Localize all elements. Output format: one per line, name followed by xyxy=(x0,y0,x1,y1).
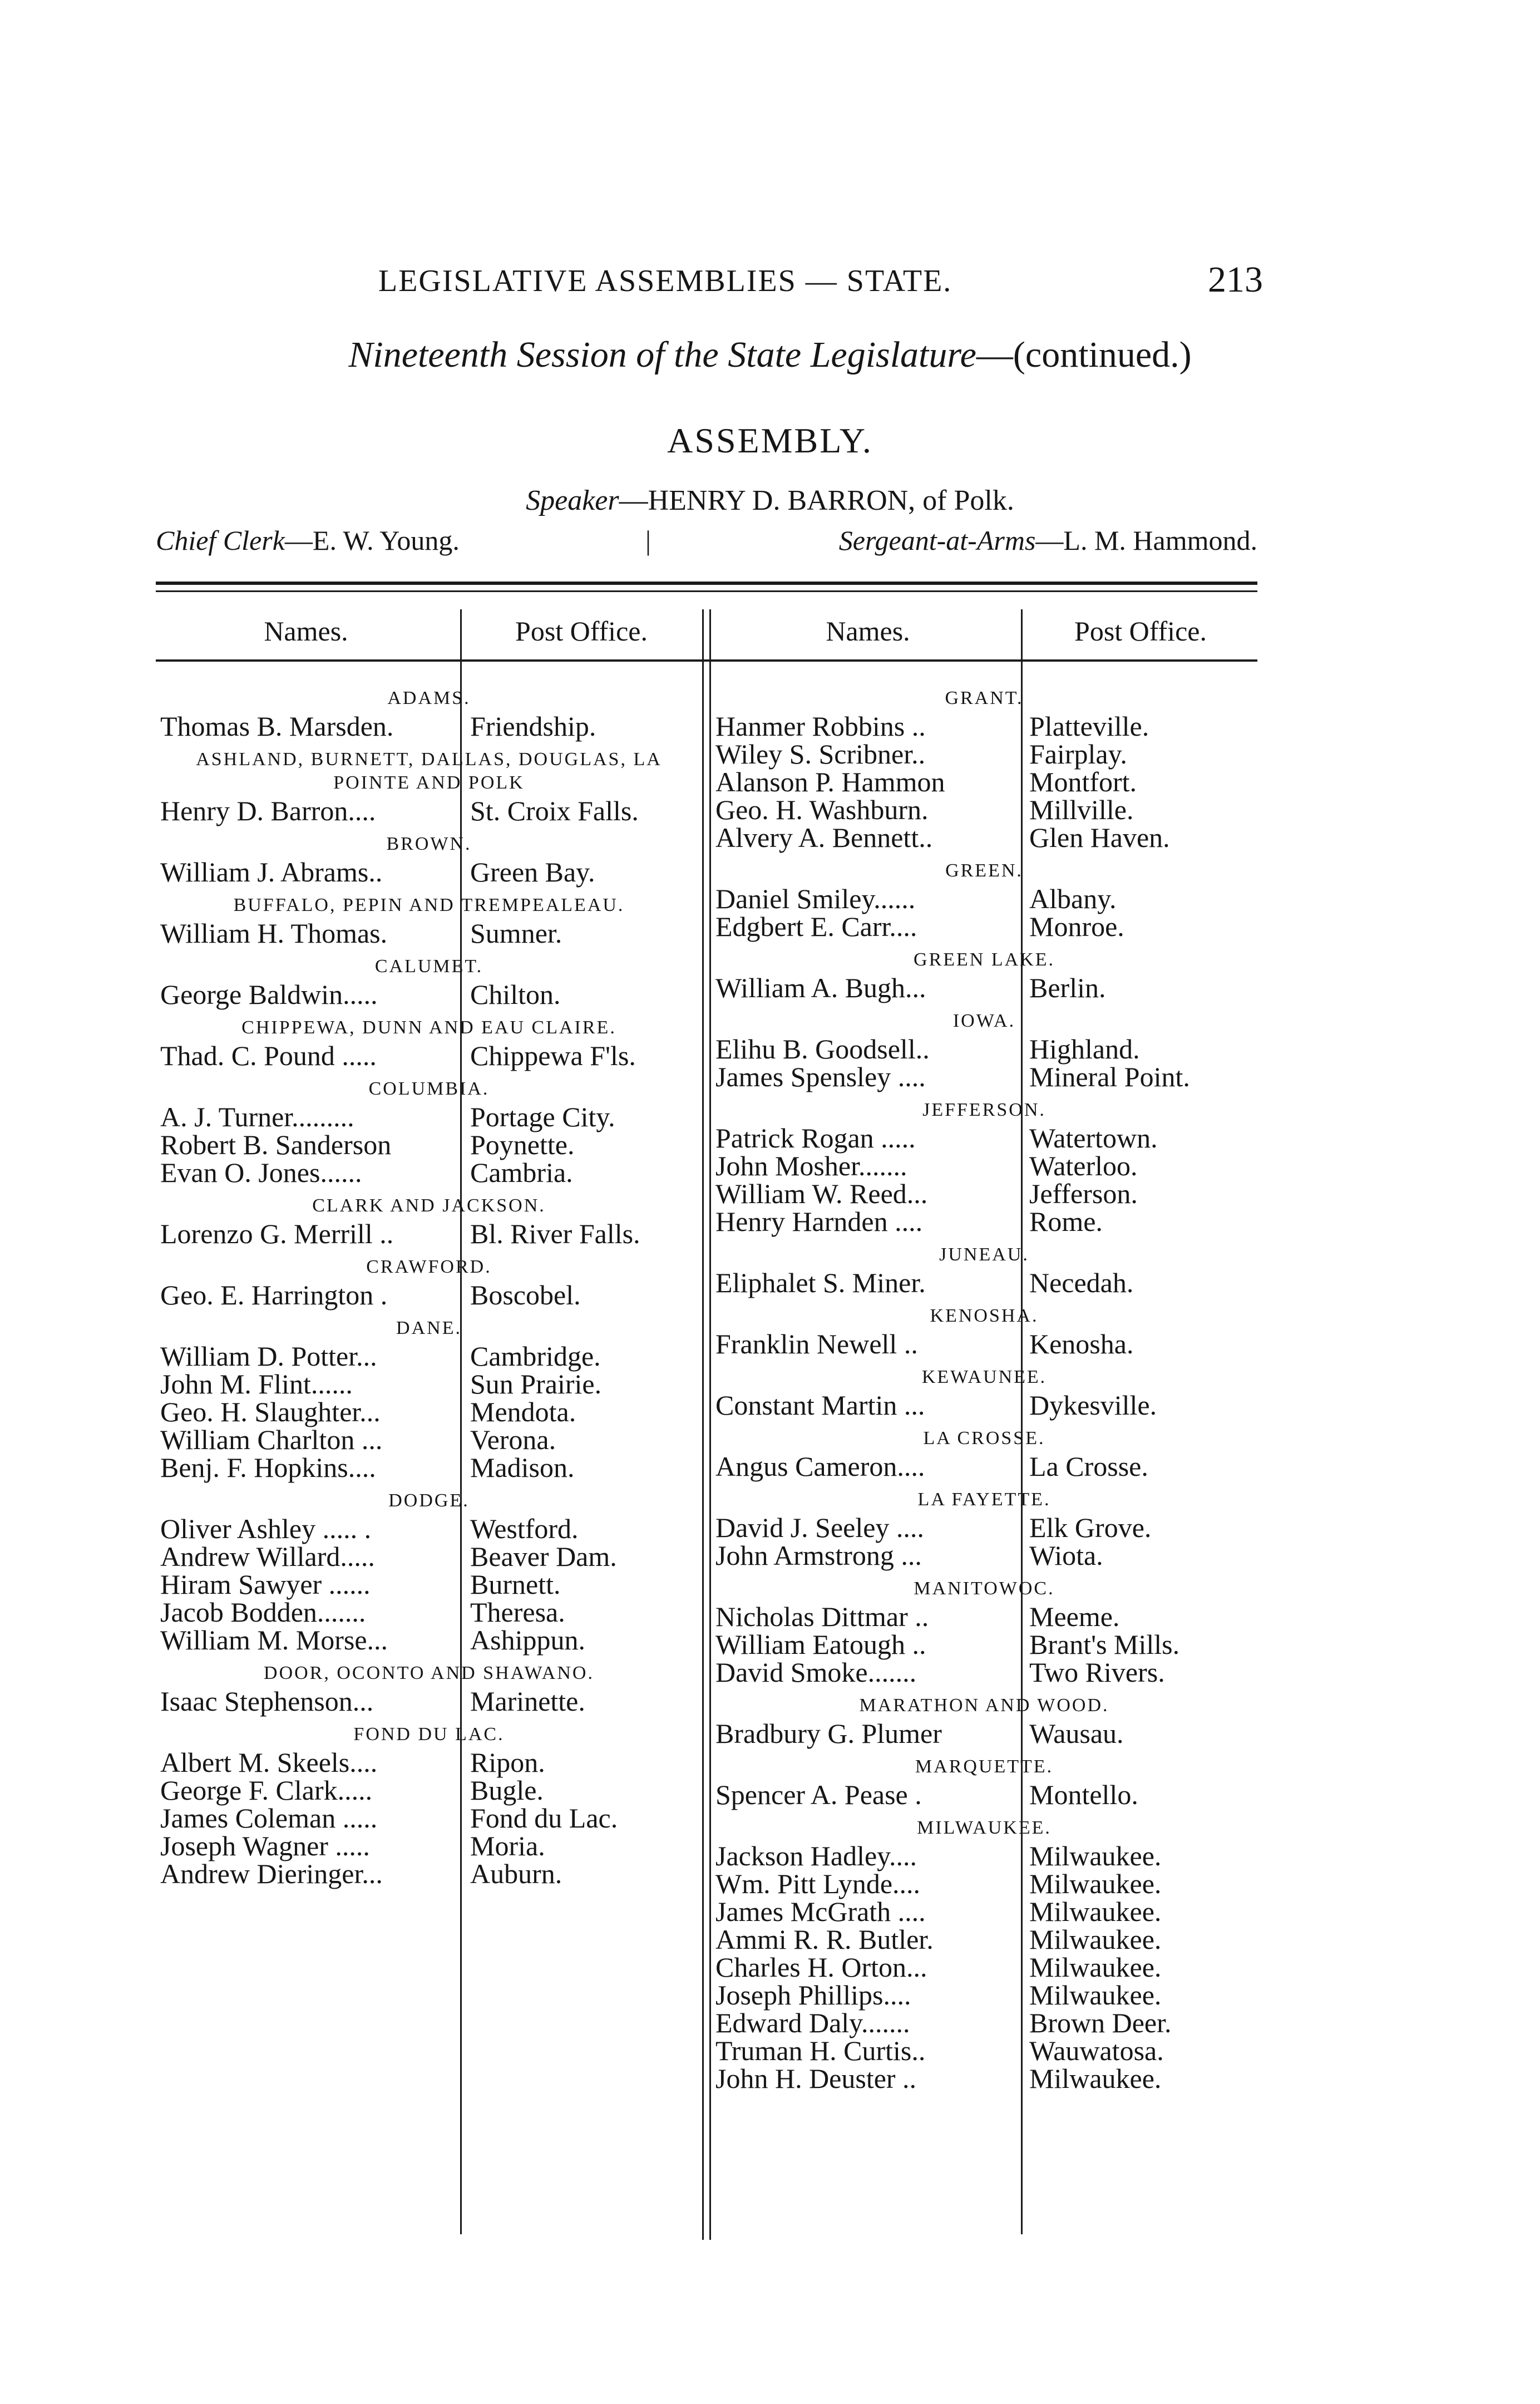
header-post-office-left: Post Office. xyxy=(515,615,648,647)
member-row xyxy=(711,824,1257,851)
chief-clerk-label: Chief Clerk xyxy=(156,525,285,556)
member-post-office: Chilton. xyxy=(470,979,561,1010)
member-post-office: Sun Prairie. xyxy=(470,1368,602,1400)
session-title-italic: Nineteenth Session of the State Legislature xyxy=(348,334,976,375)
member-row xyxy=(156,981,702,1008)
member-row xyxy=(711,1658,1257,1686)
member-name: Andrew Dieringer... xyxy=(160,1858,383,1889)
session-title-rest: —(continued.) xyxy=(976,334,1192,375)
county-heading: GRANT. xyxy=(945,688,1024,708)
left-roster-column xyxy=(156,679,702,1888)
member-post-office: Albany. xyxy=(1029,883,1117,914)
member-name: David J. Seeley .... xyxy=(715,1512,924,1543)
member-name: Hanmer Robbins .. xyxy=(715,711,926,742)
member-row xyxy=(711,1269,1257,1297)
member-name: Lorenzo G. Merrill .. xyxy=(160,1218,394,1249)
member-post-office: Friendship. xyxy=(470,711,596,742)
member-post-office: Cambria. xyxy=(470,1157,573,1188)
member-post-office: Necedah. xyxy=(1029,1267,1134,1298)
member-row xyxy=(711,1981,1257,2009)
member-row xyxy=(156,1515,702,1543)
member-row xyxy=(156,919,702,947)
member-name: Joseph Wagner ..... xyxy=(160,1830,370,1861)
member-name: Alanson P. Hammon xyxy=(715,766,945,797)
member-row xyxy=(711,1330,1257,1358)
speaker-value: —HENRY D. BARRON, of Polk. xyxy=(619,485,1014,516)
sergeant-label: Sergeant-at-Arms xyxy=(838,525,1036,556)
member-row xyxy=(156,1860,702,1888)
member-post-office: Milwaukee. xyxy=(1029,1979,1162,2011)
member-name: Hiram Sawyer ...... xyxy=(160,1569,371,1600)
member-post-office: Dykesville. xyxy=(1029,1390,1157,1421)
member-row xyxy=(156,1543,702,1570)
member-row xyxy=(711,1781,1257,1809)
member-name: Jacob Bodden....... xyxy=(160,1597,366,1628)
member-post-office: Cambridge. xyxy=(470,1341,601,1372)
member-post-office: Brown Deer. xyxy=(1029,2007,1172,2038)
member-row xyxy=(711,1152,1257,1180)
member-post-office: Ripon. xyxy=(470,1747,545,1778)
top-double-rule xyxy=(156,582,1257,585)
member-post-office: Fond du Lac. xyxy=(470,1802,618,1834)
right-roster-column xyxy=(711,679,1257,2092)
member-row xyxy=(156,1342,702,1370)
county-heading: ASHLAND, BURNETT, DALLAS, DOUGLAS, LA POINTE AND POLK xyxy=(196,749,662,793)
member-name: William W. Reed... xyxy=(715,1178,928,1209)
member-name: Andrew Willard..... xyxy=(160,1541,375,1572)
member-row xyxy=(156,1131,702,1159)
member-name: Geo. E. Harrington . xyxy=(160,1279,388,1311)
member-row xyxy=(156,1398,702,1426)
member-row xyxy=(156,1426,702,1454)
county-heading: MANITOWOC. xyxy=(914,1578,1055,1599)
member-row xyxy=(711,1603,1257,1630)
member-post-office: Brant's Mills. xyxy=(1029,1629,1180,1660)
county-heading: BUFFALO, PEPIN AND TREMPEALEAU. xyxy=(233,895,625,915)
header-names-right: Names. xyxy=(826,615,910,647)
member-post-office: Kenosha. xyxy=(1029,1328,1134,1359)
member-row xyxy=(711,913,1257,940)
member-row xyxy=(156,1687,702,1715)
member-row xyxy=(711,1630,1257,1658)
member-name: Constant Martin ... xyxy=(715,1390,925,1421)
county-heading: GREEN LAKE. xyxy=(914,949,1055,970)
county-heading: JUNEAU. xyxy=(939,1244,1029,1265)
member-name: Angus Cameron.... xyxy=(715,1451,925,1482)
member-post-office: Milwaukee. xyxy=(1029,1952,1162,1983)
county-heading: JEFFERSON. xyxy=(922,1100,1046,1120)
member-row xyxy=(711,1514,1257,1541)
member-name: John Armstrong ... xyxy=(715,1540,922,1571)
chief-clerk-value: —E. W. Young. xyxy=(284,525,460,556)
member-post-office: Elk Grove. xyxy=(1029,1512,1152,1543)
member-name: Patrick Rogan ..... xyxy=(715,1122,916,1154)
member-post-office: Marinette. xyxy=(470,1686,585,1717)
column-divider-double-a xyxy=(702,609,704,2240)
chief-clerk xyxy=(156,524,460,556)
member-name: Wm. Pitt Lynde.... xyxy=(715,1868,921,1899)
member-name: Albert M. Skeels.... xyxy=(160,1747,378,1778)
member-row xyxy=(156,1748,702,1776)
member-post-office: La Crosse. xyxy=(1029,1451,1148,1482)
member-name: Bradbury G. Plumer xyxy=(715,1718,942,1749)
member-row xyxy=(711,712,1257,740)
member-row xyxy=(156,797,702,825)
member-post-office: Watertown. xyxy=(1029,1122,1158,1154)
county-heading: MARQUETTE. xyxy=(915,1756,1054,1777)
member-row xyxy=(711,1953,1257,1981)
member-post-office: Burnett. xyxy=(470,1569,561,1600)
member-row xyxy=(711,1898,1257,1925)
member-name: James Spensley .... xyxy=(715,1061,926,1092)
member-post-office: Wausau. xyxy=(1029,1718,1124,1749)
member-post-office: Wiota. xyxy=(1029,1540,1103,1571)
member-post-office: Platteville. xyxy=(1029,711,1149,742)
member-row xyxy=(156,1598,702,1626)
member-name: Ammi R. R. Butler. xyxy=(715,1924,934,1955)
sergeant-value: —L. M. Hammond. xyxy=(1035,525,1257,556)
member-post-office: Wauwatosa. xyxy=(1029,2035,1164,2066)
member-row xyxy=(711,740,1257,768)
member-name: Thad. C. Pound ..... xyxy=(160,1040,377,1071)
member-row xyxy=(711,1208,1257,1235)
member-name: John H. Deuster .. xyxy=(715,2063,917,2094)
officers-line xyxy=(156,524,1257,558)
member-post-office: Auburn. xyxy=(470,1858,562,1889)
member-row xyxy=(711,2037,1257,2065)
member-name: Alvery A. Bennett.. xyxy=(715,822,933,853)
member-post-office: Green Bay. xyxy=(470,856,595,888)
member-row xyxy=(711,768,1257,796)
member-name: Isaac Stephenson... xyxy=(160,1686,374,1717)
header-rule xyxy=(156,659,1257,662)
header-names-left: Names. xyxy=(264,615,348,647)
member-name: George F. Clark..... xyxy=(160,1775,373,1806)
member-row xyxy=(711,1541,1257,1569)
county-heading: ADAMS. xyxy=(387,688,471,708)
member-name: Henry Harnden .... xyxy=(715,1206,923,1237)
member-name: Geo. H. Washburn. xyxy=(715,794,929,825)
member-post-office: Beaver Dam. xyxy=(470,1541,617,1572)
member-name: John M. Flint...... xyxy=(160,1368,353,1400)
member-name: David Smoke....... xyxy=(715,1657,917,1688)
member-name: James McGrath .... xyxy=(715,1896,926,1927)
county-heading: KEWAUNEE. xyxy=(921,1367,1047,1387)
member-name: Thomas B. Marsden. xyxy=(160,711,394,742)
member-row xyxy=(711,1124,1257,1152)
member-row xyxy=(711,885,1257,913)
member-row xyxy=(156,1454,702,1481)
member-post-office: Westford. xyxy=(470,1513,579,1544)
member-post-office: St. Croix Falls. xyxy=(470,795,639,826)
member-post-office: Milwaukee. xyxy=(1029,1924,1162,1955)
member-post-office: Montfort. xyxy=(1029,766,1137,797)
member-post-office: Milwaukee. xyxy=(1029,2063,1162,2094)
member-name: James Coleman ..... xyxy=(160,1802,378,1834)
member-post-office: Moria. xyxy=(470,1830,545,1861)
member-row xyxy=(711,1452,1257,1480)
county-heading: CRAWFORD. xyxy=(366,1257,492,1277)
member-post-office: Bl. River Falls. xyxy=(470,1218,640,1249)
member-row xyxy=(711,2009,1257,2037)
member-name: Nicholas Dittmar .. xyxy=(715,1601,929,1632)
member-post-office: Theresa. xyxy=(470,1597,565,1628)
member-post-office: Berlin. xyxy=(1029,972,1106,1003)
member-row xyxy=(711,1180,1257,1208)
member-row xyxy=(156,1042,702,1070)
member-row xyxy=(156,1570,702,1598)
running-title: LEGISLATIVE ASSEMBLIES — STATE. xyxy=(378,264,952,298)
member-name: Edgbert E. Carr.... xyxy=(715,911,917,942)
member-row xyxy=(156,1370,702,1398)
member-row xyxy=(156,1626,702,1654)
county-heading: LA CROSSE. xyxy=(923,1428,1045,1449)
county-heading: MILWAUKEE. xyxy=(917,1817,1052,1838)
member-row xyxy=(711,1842,1257,1870)
member-row xyxy=(711,1925,1257,1953)
member-row xyxy=(156,1159,702,1186)
member-row xyxy=(156,1776,702,1804)
member-post-office: Boscobel. xyxy=(470,1279,581,1311)
sergeant-at-arms xyxy=(839,524,1257,556)
member-post-office: Bugle. xyxy=(470,1775,544,1806)
member-name: A. J. Turner......... xyxy=(160,1101,354,1132)
member-row xyxy=(711,1035,1257,1063)
county-heading: MARATHON AND WOOD. xyxy=(859,1695,1109,1716)
county-heading: FOND DU LAC. xyxy=(353,1724,505,1745)
member-row xyxy=(156,858,702,886)
officers-separator: | xyxy=(645,525,651,556)
member-post-office: Poynette. xyxy=(470,1129,575,1160)
member-post-office: Glen Haven. xyxy=(1029,822,1170,853)
member-name: John Mosher....... xyxy=(715,1150,907,1181)
member-post-office: Ashippun. xyxy=(470,1624,585,1656)
member-name: Spencer A. Pease . xyxy=(715,1779,922,1810)
member-post-office: Montello. xyxy=(1029,1779,1138,1810)
member-row xyxy=(156,712,702,740)
top-double-rule-inner xyxy=(156,590,1257,592)
member-name: William Charlton ... xyxy=(160,1424,383,1455)
body-title: ASSEMBLY. xyxy=(667,421,873,460)
member-post-office: Rome. xyxy=(1029,1206,1103,1237)
member-name: Henry D. Barron.... xyxy=(160,795,376,826)
member-name: William A. Bugh... xyxy=(715,972,926,1003)
member-row xyxy=(711,796,1257,824)
member-row xyxy=(156,1281,702,1309)
county-heading: CLARK AND JACKSON. xyxy=(312,1195,546,1216)
member-name: Eliphalet S. Miner. xyxy=(715,1267,926,1298)
member-name: William H. Thomas. xyxy=(160,918,388,949)
member-name: George Baldwin..... xyxy=(160,979,378,1010)
member-row xyxy=(711,1391,1257,1419)
member-post-office: Fairplay. xyxy=(1029,738,1127,770)
county-heading: LA FAYETTE. xyxy=(917,1489,1051,1510)
member-post-office: Two Rivers. xyxy=(1029,1657,1165,1688)
county-heading: CHIPPEWA, DUNN AND EAU CLAIRE. xyxy=(241,1017,616,1038)
member-name: William M. Morse... xyxy=(160,1624,388,1656)
member-name: Edward Daly....... xyxy=(715,2007,910,2038)
county-heading: DANE. xyxy=(396,1318,462,1338)
member-post-office: Madison. xyxy=(470,1452,575,1483)
member-name: Jackson Hadley.... xyxy=(715,1840,917,1871)
member-name: William D. Potter... xyxy=(160,1341,377,1372)
session-title xyxy=(0,334,1540,376)
county-heading: DOOR, OCONTO AND SHAWANO. xyxy=(264,1663,594,1683)
county-heading: IOWA. xyxy=(952,1011,1016,1031)
member-post-office: Meeme. xyxy=(1029,1601,1120,1632)
member-name: Wiley S. Scribner.. xyxy=(715,738,926,770)
county-heading: KENOSHA. xyxy=(930,1306,1039,1326)
member-name: Robert B. Sanderson xyxy=(160,1129,392,1160)
member-name: Benj. F. Hopkins.... xyxy=(160,1452,376,1483)
member-post-office: Monroe. xyxy=(1029,911,1124,942)
header-post-office-right: Post Office. xyxy=(1074,615,1207,647)
member-post-office: Portage City. xyxy=(470,1101,615,1132)
member-post-office: Highland. xyxy=(1029,1033,1140,1065)
county-heading: DODGE. xyxy=(388,1490,470,1511)
member-post-office: Mineral Point. xyxy=(1029,1061,1190,1092)
member-row xyxy=(156,1103,702,1131)
member-post-office: Milwaukee. xyxy=(1029,1868,1162,1899)
speaker-line xyxy=(0,484,1540,517)
county-heading: CALUMET. xyxy=(374,956,483,977)
member-row xyxy=(156,1804,702,1832)
member-name: Evan O. Jones...... xyxy=(160,1157,362,1188)
member-post-office: Verona. xyxy=(470,1424,556,1455)
member-post-office: Chippewa F'ls. xyxy=(470,1040,636,1071)
member-post-office: Waterloo. xyxy=(1029,1150,1138,1181)
member-row xyxy=(711,1720,1257,1747)
member-name: Daniel Smiley...... xyxy=(715,883,916,914)
member-row xyxy=(711,974,1257,1002)
page-header xyxy=(156,259,1263,303)
member-row xyxy=(711,2065,1257,2092)
member-post-office: Millville. xyxy=(1029,794,1134,825)
member-post-office: Mendota. xyxy=(470,1396,576,1427)
member-post-office: Jefferson. xyxy=(1029,1178,1138,1209)
page-number: 213 xyxy=(1208,259,1263,300)
member-post-office: Milwaukee. xyxy=(1029,1896,1162,1927)
member-name: Joseph Phillips.... xyxy=(715,1979,911,2011)
member-name: Franklin Newell .. xyxy=(715,1328,918,1359)
member-row xyxy=(711,1870,1257,1898)
member-name: Elihu B. Goodsell.. xyxy=(715,1033,930,1065)
member-name: Truman H. Curtis.. xyxy=(715,2035,926,2066)
member-row xyxy=(711,1063,1257,1091)
assembly-roster-table xyxy=(156,582,1257,2240)
county-heading: GREEN. xyxy=(945,860,1023,881)
member-name: William Eatough .. xyxy=(715,1629,926,1660)
member-name: Charles H. Orton... xyxy=(715,1952,927,1983)
county-heading: BROWN. xyxy=(386,834,472,854)
member-name: Oliver Ashley ..... . xyxy=(160,1513,372,1544)
member-row xyxy=(156,1220,702,1248)
member-post-office: Milwaukee. xyxy=(1029,1840,1162,1871)
county-heading: COLUMBIA. xyxy=(368,1078,490,1099)
speaker-label: Speaker xyxy=(526,485,619,516)
member-post-office: Sumner. xyxy=(470,918,562,949)
member-row xyxy=(156,1832,702,1860)
member-name: Geo. H. Slaughter... xyxy=(160,1396,381,1427)
member-name: William J. Abrams.. xyxy=(160,856,383,888)
